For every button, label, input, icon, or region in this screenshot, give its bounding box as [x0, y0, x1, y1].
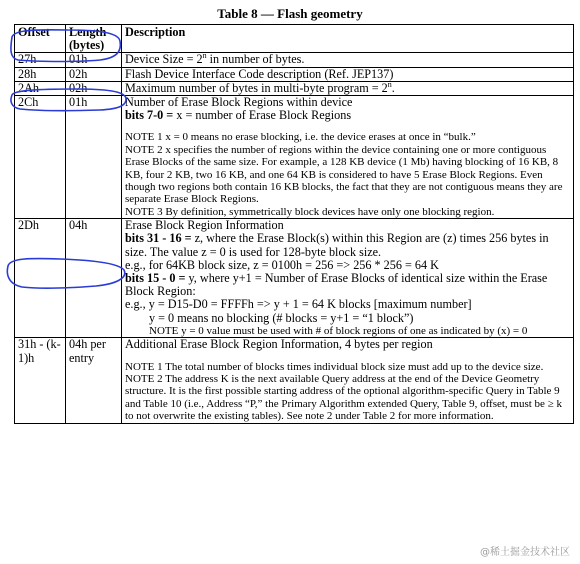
- table-row: [15, 96, 574, 219]
- note-2: NOTE 2 x specifies the number of regions within the device containing one or more contiguous Erase Blocks of the same size. For example, a 128 KB device (1 Mb) having blocking of 16 KB, 8 KB, four 2 KB, two 16 KB, and one 64 KB is considered to have 5 Erase Block Regions. Even though two regions both contain 16 KB blocks, the fact that they are not contiguous means they are separate Erase Block Regions.: [125, 143, 563, 206]
- description-cell: [122, 338, 574, 423]
- note-2: NOTE 2 The address K is the next available Query address at the end of the Device Geometry structure. It is the first possible starting address of the optional algorithm-specific Query in Table 9 and Table 10 (i.e., Address “P,” the Primary Algorithm extended Query, Table 9, offset, must be ≥ k to not overwrite the existing tables). See note 2 under Table 2 for more information.: [125, 372, 562, 423]
- desc-text: Maximum number of bytes in multi-byte program = 2: [125, 80, 388, 95]
- desc-line: [125, 272, 570, 298]
- note-3: NOTE 3 By definition, symmetrically block devices have only one blocking region.: [125, 205, 495, 218]
- watermark: @稀土掘金技术社区: [480, 547, 570, 558]
- description-cell: [122, 219, 574, 338]
- desc-line: Erase Block Region Information: [125, 218, 284, 233]
- table-row: [15, 338, 574, 423]
- desc-superscript: n: [387, 79, 392, 89]
- desc-superscript: n: [202, 51, 207, 61]
- header-description: Description: [122, 25, 574, 53]
- bits-label: bits 31 - 16 =: [125, 231, 195, 246]
- table-caption: Table 8 — Flash geometry: [217, 6, 363, 21]
- length-cell: 04h: [66, 219, 122, 338]
- header-offset: Offset: [15, 25, 66, 53]
- description-cell: [122, 81, 574, 95]
- length-cell: 02h: [66, 67, 122, 81]
- table-row: [15, 81, 574, 95]
- offset-cell: 2Ch: [15, 96, 66, 219]
- table-row: [15, 219, 574, 338]
- description-cell: [122, 53, 574, 67]
- desc-text: x = number of Erase Block Regions: [176, 108, 352, 123]
- length-cell: 04h per entry: [66, 338, 122, 423]
- desc-text: in number of bytes.: [206, 52, 305, 67]
- table-row: [15, 67, 574, 81]
- desc-line: e.g., for 64KB block size, z = 0100h = 256 => 256 * 256 = 64 K: [125, 257, 439, 272]
- header-length: Length (bytes): [66, 25, 122, 53]
- table-header-row: [15, 25, 574, 53]
- desc-text: y, where y+1 = Number of Erase Blocks of identical size within the Erase Block Region:: [125, 271, 548, 299]
- length-cell: 01h: [66, 96, 122, 219]
- note-1: NOTE 1 x = 0 means no erase blocking, i.e. the device erases at once in “bulk.”: [125, 131, 476, 144]
- offset-cell: 27h: [15, 53, 66, 67]
- desc-line: e.g., y = D15-D0 = FFFFh => y + 1 = 64 K blocks [maximum number]: [125, 297, 472, 312]
- offset-cell: 28h: [15, 67, 66, 81]
- description-cell: [122, 96, 574, 219]
- desc-line: Number of Erase Block Regions within device: [125, 95, 353, 110]
- description-cell: Flash Device Interface Code description (Ref. JEP137): [122, 67, 574, 81]
- table-row: [15, 53, 574, 67]
- length-cell: 02h: [66, 81, 122, 95]
- note-1: NOTE 1 The total number of blocks times individual block size must add up to the device size.: [125, 360, 544, 373]
- offset-cell: 31h - (k-1)h: [15, 338, 66, 423]
- desc-text: Device Size = 2: [125, 52, 203, 67]
- length-cell: 01h: [66, 53, 122, 67]
- offset-cell: 2Ah: [15, 81, 66, 95]
- desc-line: [125, 109, 570, 122]
- desc-text: .: [391, 80, 395, 95]
- desc-line: [125, 232, 570, 258]
- desc-line: y = 0 means no blocking (# blocks = y+1 = “1 block”): [149, 310, 414, 325]
- desc-line: Additional Erase Block Region Information, 4 bytes per region: [125, 337, 433, 352]
- flash-geometry-table: [14, 24, 574, 424]
- bits-label: bits 7-0 =: [125, 108, 177, 123]
- offset-cell: 2Dh: [15, 219, 66, 338]
- bits-label: bits 15 - 0 =: [125, 271, 189, 286]
- note: NOTE y = 0 value must be used with # of block regions of one as indicated by (x) = 0: [149, 324, 528, 337]
- desc-text: z, where the Erase Block(s) within this Region are (z) times 256 bytes in size. The value z = 0 is used for 128-byte block size.: [125, 231, 549, 259]
